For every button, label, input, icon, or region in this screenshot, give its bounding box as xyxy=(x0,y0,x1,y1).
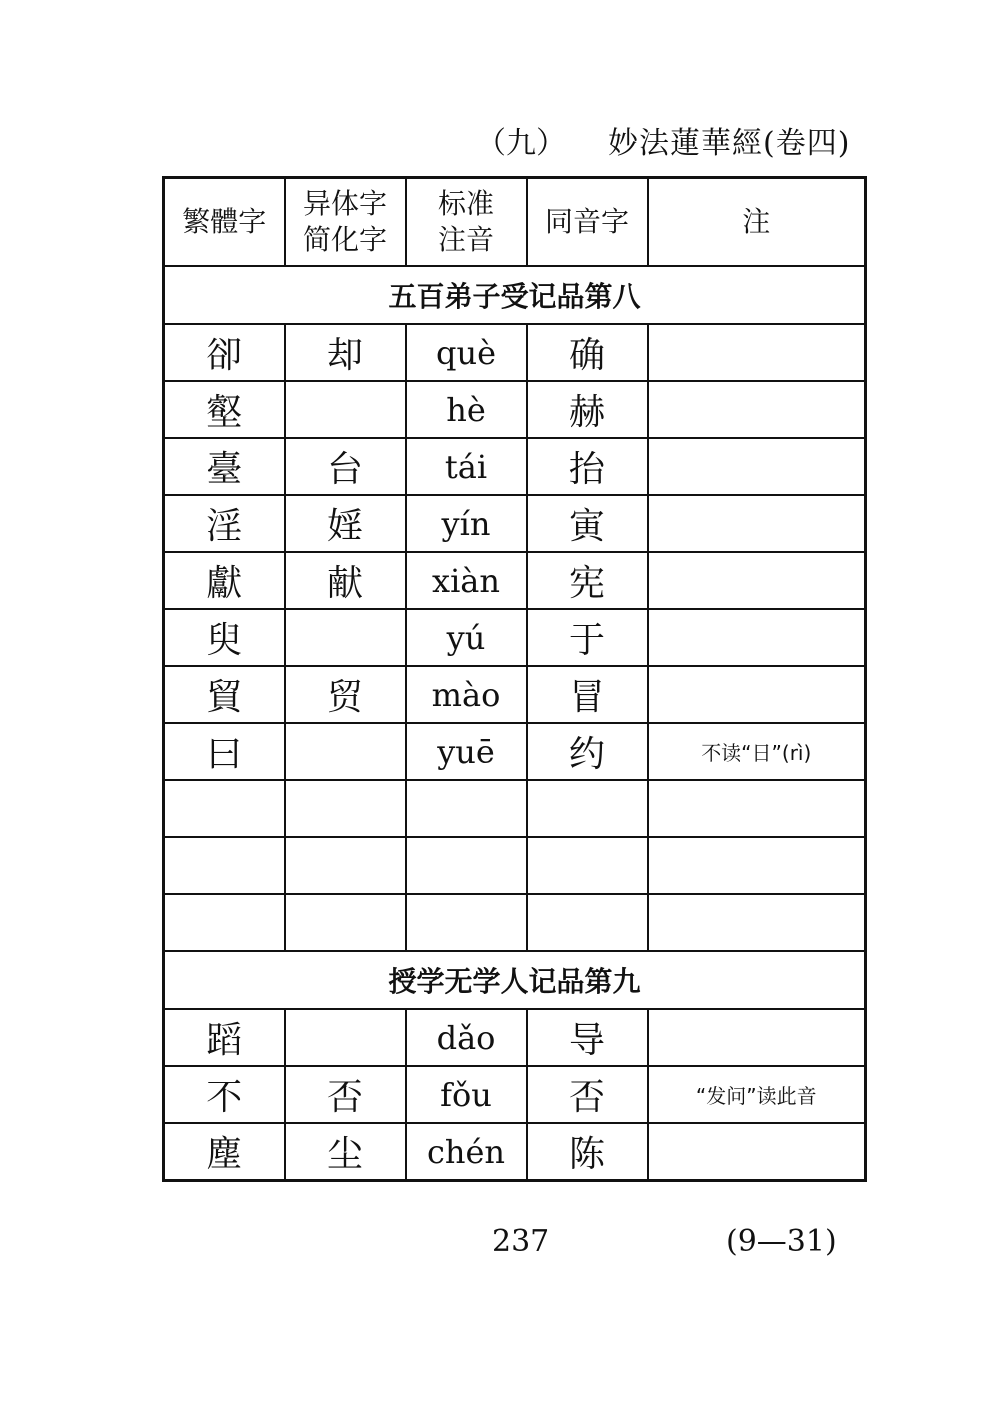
note xyxy=(648,552,866,609)
note: 不读“日”(rì) xyxy=(648,723,866,780)
pinyin: yín xyxy=(406,495,527,552)
simplified-char: 婬 xyxy=(285,495,406,552)
traditional-char: 塵 xyxy=(164,1123,285,1181)
pinyin xyxy=(406,837,527,894)
traditional-char: 壑 xyxy=(164,381,285,438)
table-body xyxy=(164,178,866,1181)
page-number: 237 xyxy=(492,1224,550,1259)
traditional-char: 卻 xyxy=(164,324,285,381)
header-line: 注音 xyxy=(437,223,494,256)
traditional-char: 淫 xyxy=(164,495,285,552)
note: “发问”读此音 xyxy=(648,1066,866,1123)
table-row xyxy=(164,666,866,723)
section-number: （九） xyxy=(476,126,566,161)
character-table xyxy=(162,176,867,1182)
simplified-char: 台 xyxy=(285,438,406,495)
header-line: 异体字 xyxy=(302,187,387,220)
pinyin: xiàn xyxy=(406,552,527,609)
homophone-char: 冒 xyxy=(527,666,648,723)
note xyxy=(648,438,866,495)
simplified-char: 却 xyxy=(285,324,406,381)
homophone-char: 确 xyxy=(527,324,648,381)
simplified-char: 否 xyxy=(285,1066,406,1123)
simplified-char xyxy=(285,780,406,837)
homophone-char: 陈 xyxy=(527,1123,648,1181)
traditional-char xyxy=(164,894,285,951)
note xyxy=(648,780,866,837)
homophone-char: 否 xyxy=(527,1066,648,1123)
note xyxy=(648,666,866,723)
pinyin: dǎo xyxy=(406,1009,527,1066)
pinyin: yuē xyxy=(406,723,527,780)
table-row xyxy=(164,723,866,780)
note xyxy=(648,894,866,951)
table-row xyxy=(164,609,866,666)
note xyxy=(648,324,866,381)
table-row xyxy=(164,495,866,552)
note xyxy=(648,1123,866,1181)
pinyin: yú xyxy=(406,609,527,666)
pinyin: què xyxy=(406,324,527,381)
traditional-char: 曰 xyxy=(164,723,285,780)
homophone-char: 导 xyxy=(527,1009,648,1066)
traditional-char: 蹈 xyxy=(164,1009,285,1066)
homophone-char xyxy=(527,837,648,894)
col-header-traditional: 繁體字 xyxy=(164,178,285,267)
traditional-char: 臺 xyxy=(164,438,285,495)
col-header-homophone: 同音字 xyxy=(527,178,648,267)
pinyin xyxy=(406,894,527,951)
homophone-char: 赫 xyxy=(527,381,648,438)
simplified-char xyxy=(285,1009,406,1066)
traditional-char: 貿 xyxy=(164,666,285,723)
pinyin: fǒu xyxy=(406,1066,527,1123)
homophone-char: 抬 xyxy=(527,438,648,495)
chapter-title-row xyxy=(164,951,866,1009)
table-row xyxy=(164,894,866,951)
chapter-title: 授学无学人记品第九 xyxy=(164,951,866,1009)
homophone-char: 寅 xyxy=(527,495,648,552)
simplified-char xyxy=(285,381,406,438)
traditional-char: 不 xyxy=(164,1066,285,1123)
note xyxy=(648,495,866,552)
traditional-char: 臾 xyxy=(164,609,285,666)
traditional-char xyxy=(164,837,285,894)
page-header xyxy=(440,118,870,161)
homophone-char: 约 xyxy=(527,723,648,780)
chapter-title-row xyxy=(164,266,866,324)
simplified-char xyxy=(285,609,406,666)
table-row xyxy=(164,837,866,894)
note xyxy=(648,381,866,438)
table-row xyxy=(164,1009,866,1066)
note xyxy=(648,837,866,894)
table-row xyxy=(164,381,866,438)
traditional-char: 獻 xyxy=(164,552,285,609)
homophone-char xyxy=(527,780,648,837)
sutra-title: 妙法蓮華經(卷四) xyxy=(608,126,851,161)
simplified-char: 尘 xyxy=(285,1123,406,1181)
table-row xyxy=(164,438,866,495)
table-row xyxy=(164,780,866,837)
homophone-char: 宪 xyxy=(527,552,648,609)
page-code: (9—31) xyxy=(726,1224,837,1259)
col-header-standard-pinyin xyxy=(406,178,527,267)
homophone-char: 于 xyxy=(527,609,648,666)
table-row xyxy=(164,1066,866,1123)
pinyin xyxy=(406,780,527,837)
pinyin: chén xyxy=(406,1123,527,1181)
pinyin: hè xyxy=(406,381,527,438)
simplified-char xyxy=(285,723,406,780)
simplified-char xyxy=(285,894,406,951)
col-header-variant-simplified xyxy=(285,178,406,267)
page-footer xyxy=(0,1224,992,1264)
simplified-char: 贸 xyxy=(285,666,406,723)
table-row xyxy=(164,552,866,609)
col-header-note: 注 xyxy=(648,178,866,267)
header-line: 简化字 xyxy=(302,223,387,256)
traditional-char xyxy=(164,780,285,837)
simplified-char: 献 xyxy=(285,552,406,609)
pinyin: mào xyxy=(406,666,527,723)
table-row xyxy=(164,324,866,381)
pinyin: tái xyxy=(406,438,527,495)
simplified-char xyxy=(285,837,406,894)
header-line: 标准 xyxy=(437,187,494,220)
note xyxy=(648,1009,866,1066)
table-header-row xyxy=(164,178,866,267)
note xyxy=(648,609,866,666)
homophone-char xyxy=(527,894,648,951)
table-row xyxy=(164,1123,866,1181)
chapter-title: 五百弟子受记品第八 xyxy=(164,266,866,324)
